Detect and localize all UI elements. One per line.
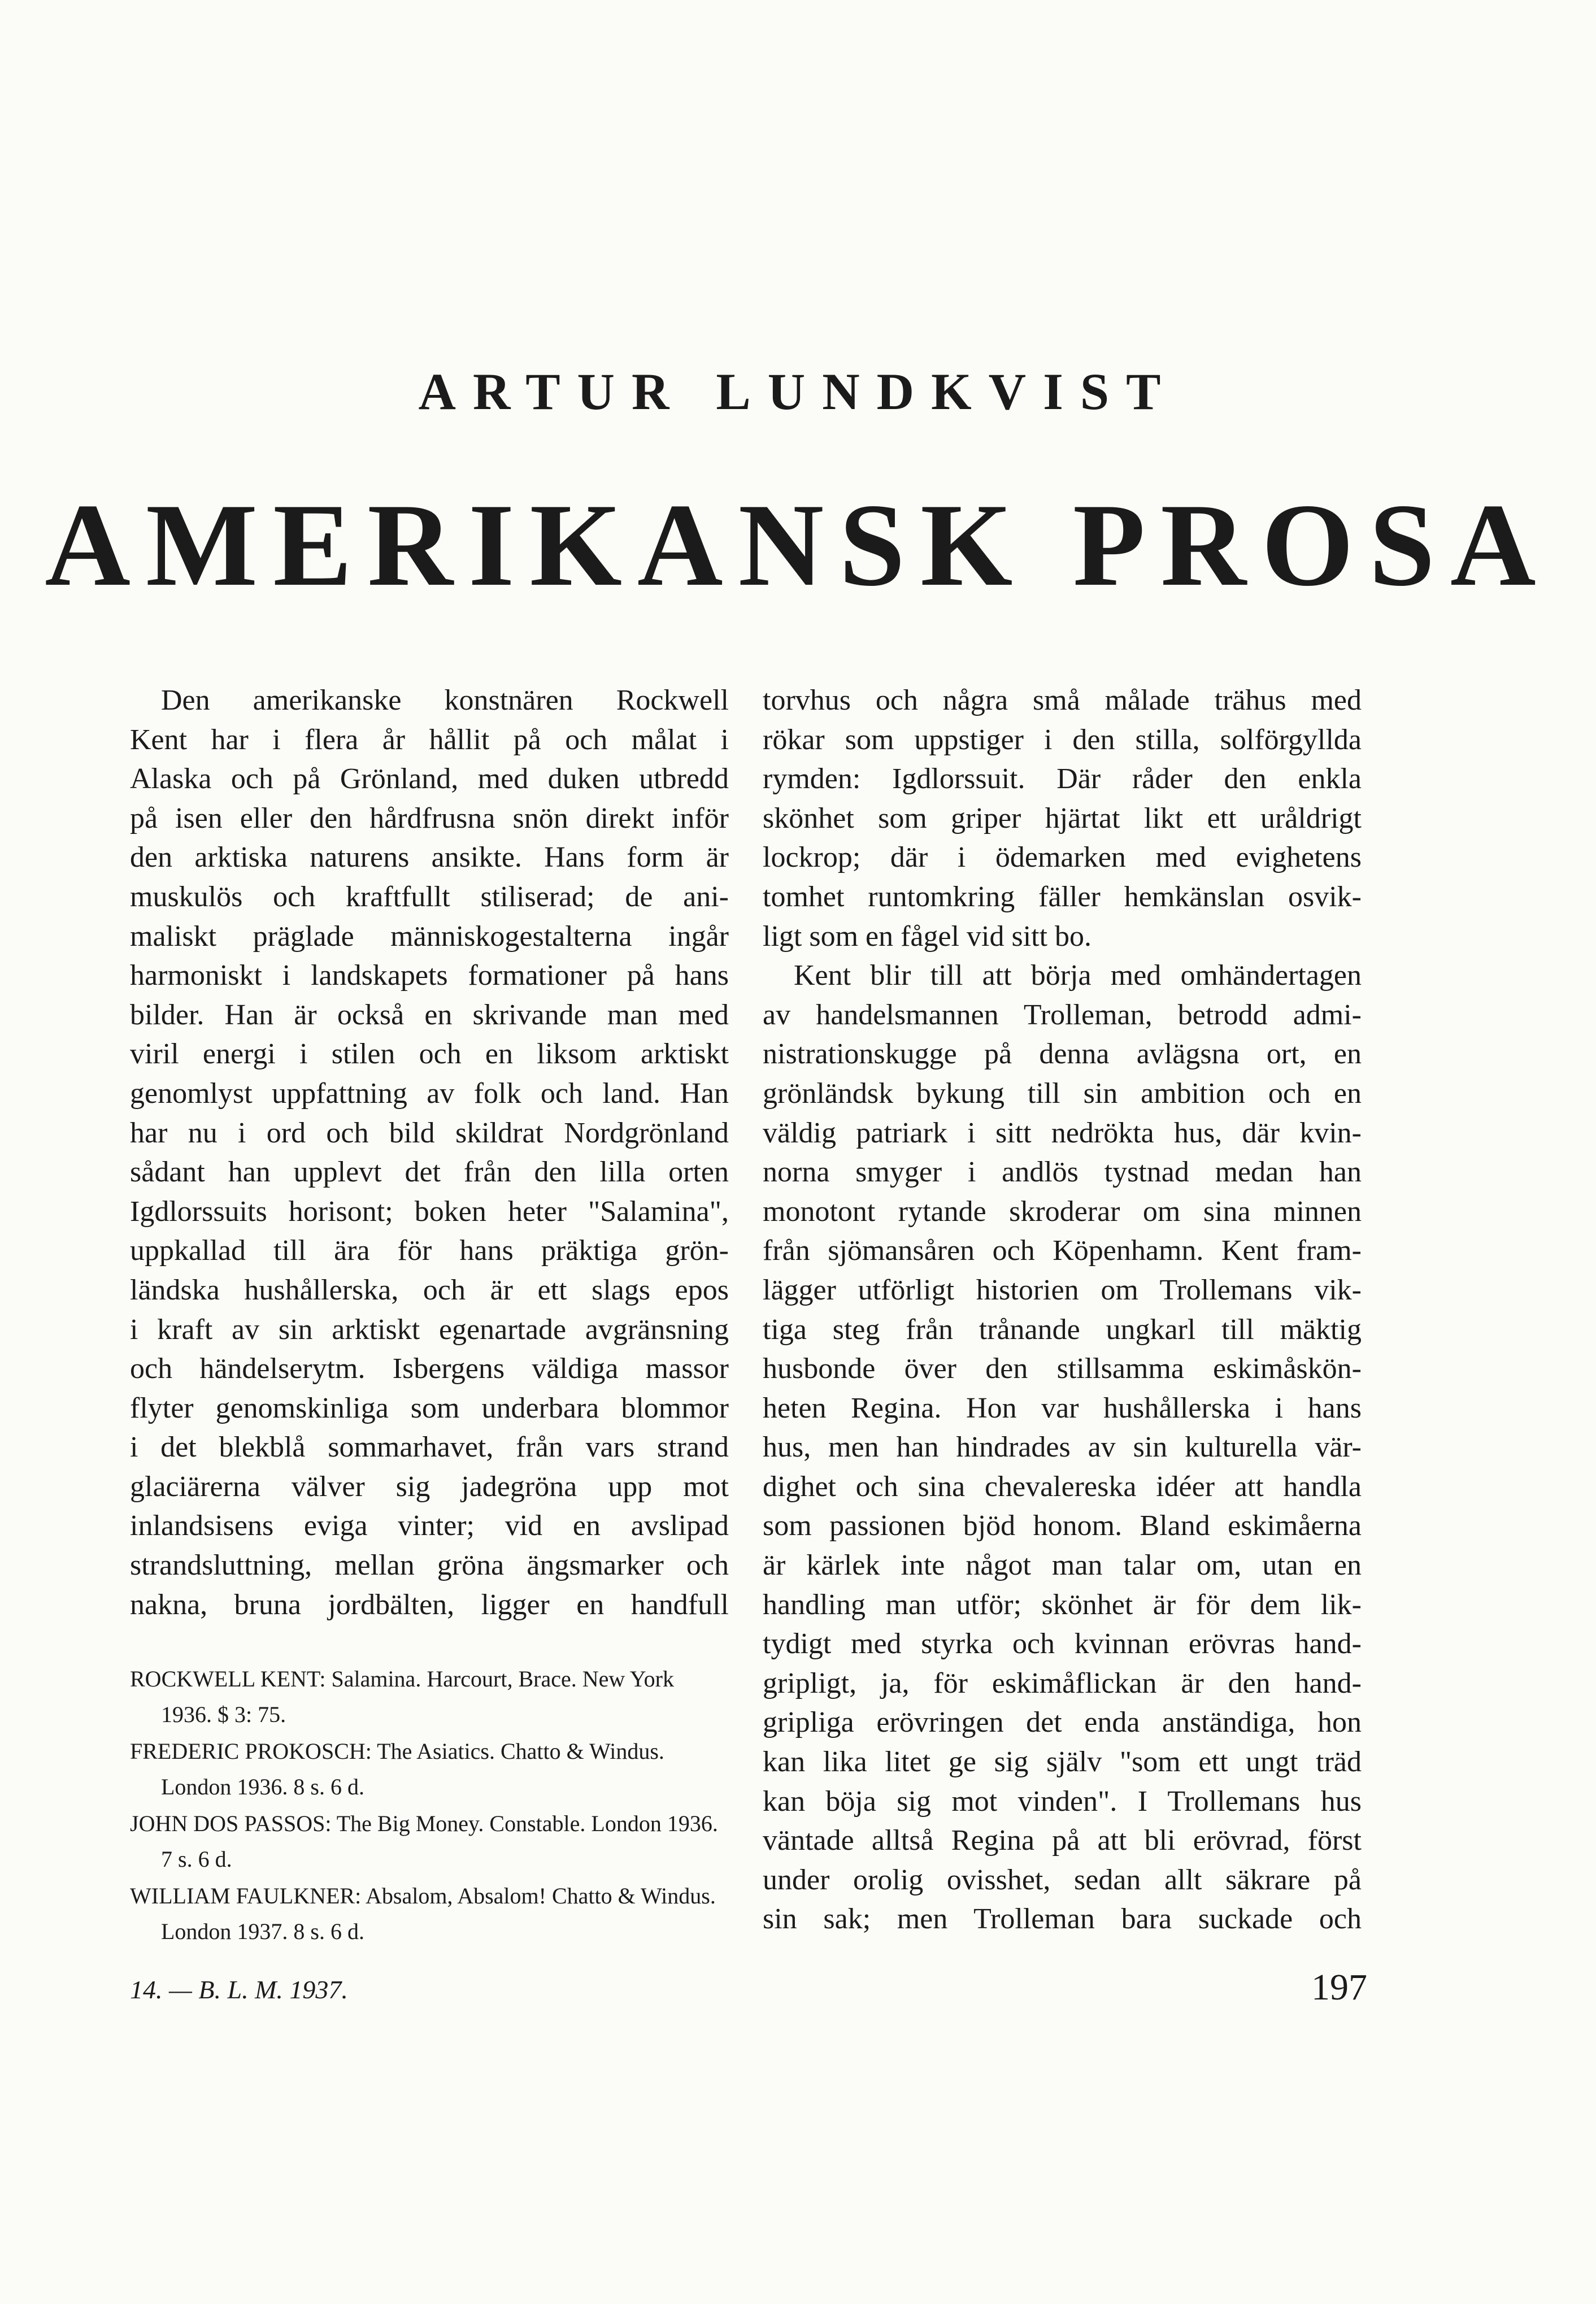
text-line: bilder. Han är också en skrivande man med: [130, 998, 729, 1031]
text-line: grönländsk bykung till sin ambition och en: [763, 1077, 1362, 1110]
text-line: på isen eller den hårdfrusna snön direkt inför: [130, 802, 729, 834]
text-line: torvhus och några små målade trähus med: [763, 684, 1362, 716]
left-column: [130, 681, 729, 1624]
text-line: inlandsisens eviga vinter; vid en avslipad: [130, 1510, 729, 1542]
text-line: tiga steg från trånande ungkarl till mäktig: [763, 1313, 1362, 1346]
text-line: den arktiska naturens ansikte. Hans form är: [130, 841, 729, 874]
text-line: har nu i ord och bild skildrat Nordgrönland: [130, 1116, 729, 1149]
right-paragraph-1: [763, 681, 1362, 956]
text-line: flyter genomskinliga som underbara blommor: [130, 1392, 729, 1424]
text-line: Igdlorssuits horisont; boken heter "Salamina",: [130, 1195, 729, 1228]
text-line: Den amerikanske konstnären Rockwell: [161, 684, 729, 716]
text-line: gripligt, ja, för eskimåflickan är den hand-: [763, 1667, 1362, 1699]
text-line: harmoniskt i landskapets formationer på hans: [130, 959, 729, 992]
text-line: i kraft av sin arktiskt egenartade avgränsning: [130, 1313, 729, 1346]
text-line: husbonde över den stillsamma eskimåskön-: [763, 1353, 1362, 1385]
article-title: AMERIKANSK PROSA: [45, 480, 1551, 611]
text-line: glaciärerna välver sig jadegröna upp mot: [130, 1470, 729, 1503]
intro-paragraph: [130, 681, 729, 1624]
text-line: från sjömansåren och Köpenhamn. Kent fram-: [763, 1234, 1362, 1267]
text-line: sådant han upplevt det från den lilla orten: [130, 1156, 729, 1189]
reference-item: JOHN DOS PASSOS: The Big Money. Constable. London 1936. 7 s. 6 d.: [130, 1811, 718, 1872]
text-line: Alaska och på Grönland, med duken utbredd: [130, 763, 729, 795]
text-line: hus, men han hindrades av sin kulturella vär-: [763, 1431, 1362, 1464]
text-line: maliskt präglade människogestalterna ingår: [130, 920, 729, 953]
text-line: rökar som uppstiger i den stilla, solförgyllda: [763, 723, 1362, 756]
text-line: lockrop; där i ödemarken med evighetens: [763, 841, 1362, 874]
text-line: gripliga erövringen det enda anständiga, hon: [763, 1706, 1362, 1739]
text-line: väntade alltså Regina på att bli erövrad, först: [763, 1824, 1362, 1857]
text-line: skönhet som griper hjärtat likt ett uråldrigt: [763, 802, 1362, 834]
text-line: Kent har i flera år hållit på och målat i: [130, 723, 729, 756]
text-line: dighet och sina chevalereska idéer att handla: [763, 1470, 1362, 1503]
book-references: [130, 1661, 729, 1950]
reference-item: ROCKWELL KENT: Salamina. Harcourt, Brace. New York 1936. $ 3: 75.: [130, 1666, 674, 1727]
text-line: av handelsmannen Trolleman, betrodd admi-: [763, 998, 1362, 1031]
author-name: ARTUR LUNDKVIST: [418, 363, 1178, 420]
text-line: ländska hushållerska, och är ett slags epos: [130, 1273, 729, 1306]
text-line: tydigt med styrka och kvinnan erövras hand-: [763, 1628, 1362, 1660]
text-line: lägger utförligt historien om Trollemans vik-: [763, 1273, 1362, 1306]
right-paragraph-2: [763, 956, 1362, 1939]
text-line: och händelserytm. Isbergens väldiga massor: [130, 1353, 729, 1385]
text-line: monotont rytande skroderar om sina minnen: [763, 1195, 1362, 1228]
text-line: kan lika litet ge sig själv "som ett ungt träd: [763, 1746, 1362, 1779]
reference-item: FREDERIC PROKOSCH: The Asiatics. Chatto & Windus. London 1936. 8 s. 6 d.: [130, 1738, 664, 1799]
text-line: strandsluttning, mellan gröna ängsmarker och: [130, 1549, 729, 1582]
text-line: nakna, bruna jordbälten, ligger en handfull: [130, 1588, 729, 1621]
text-line: ligt som en fågel vid sitt bo.: [763, 920, 1092, 953]
text-line: heten Regina. Hon var hushållerska i hans: [763, 1392, 1362, 1424]
text-line: tomhet runtomkring fäller hemkänslan osvik-: [763, 880, 1362, 913]
text-line: uppkallad till ära för hans präktiga grön-: [130, 1234, 729, 1267]
signature-mark: 14. — B. L. M. 1937.: [130, 1975, 348, 2004]
text-line: sin sak; men Trolleman bara suckade och: [763, 1903, 1362, 1936]
text-line: genomlyst uppfattning av folk och land. Han: [130, 1077, 729, 1110]
text-line: nistrationskugge på denna avlägsna ort, en: [763, 1038, 1362, 1071]
text-line: kan böja sig mot vinden". I Trollemans hus: [763, 1785, 1362, 1818]
reference-item: WILLIAM FAULKNER: Absalom, Absalom! Chatto & Windus. London 1937. 8 s. 6 d.: [130, 1883, 716, 1944]
text-line: är kärlek inte något man talar om, utan en: [763, 1549, 1362, 1582]
text-line: handling man utför; skönhet är för dem lik-: [763, 1588, 1362, 1621]
text-line: i det blekblå sommarhavet, från vars strand: [130, 1431, 729, 1464]
text-line: norna smyger i andlös tystnad medan han: [763, 1156, 1362, 1189]
text-line: som passionen bjöd honom. Bland eskimåerna: [763, 1510, 1362, 1542]
text-line: muskulös och kraftfullt stiliserad; de ani-: [130, 880, 729, 913]
text-line: rymden: Igdlorssuit. Där råder den enkla: [763, 763, 1362, 795]
page-number: 197: [1311, 1967, 1367, 2008]
text-line: under orolig ovisshet, sedan allt säkrare på: [763, 1863, 1362, 1896]
text-line: väldig patriark i sitt nedrökta hus, där kvin-: [763, 1116, 1362, 1149]
text-line: viril energi i stilen och en liksom arktiskt: [130, 1038, 729, 1071]
text-line: Kent blir till att börja med omhändertagen: [794, 959, 1362, 992]
right-column: [763, 681, 1362, 1939]
